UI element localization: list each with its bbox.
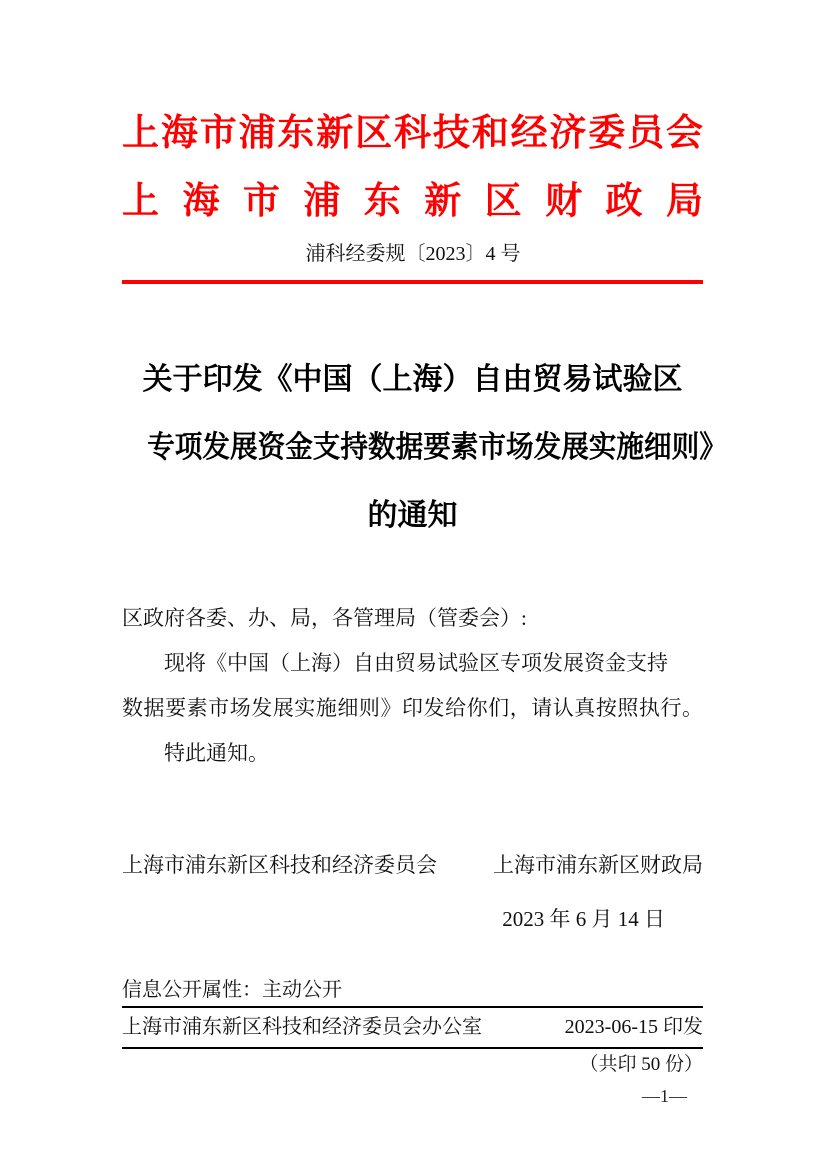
notice-title-line-3: 的通知 <box>367 499 458 532</box>
print-copies: （共印 50 份） <box>579 1054 703 1075</box>
body-paragraph-line-2: 数据要素市场发展实施细则》印发给你们，请认真按照执行。 <box>122 696 703 720</box>
signer-left: 上海市浦东新区科技和经济委员会 <box>122 853 437 877</box>
issue-date: 2023 年 6 月 14 日 <box>502 907 665 931</box>
notice-title-line-2-text: 专项发展资金支持数据要素市场发展实施细则》 <box>147 431 727 464</box>
notice-title-line-2 <box>122 414 727 482</box>
document-number: 浦科经委规〔2023〕4 号 <box>305 243 521 265</box>
issuing-office-row <box>122 1008 703 1049</box>
closing-line: 特此通知。 <box>164 741 269 765</box>
agency-name-line-2: 上海市浦东新区财政局 <box>122 181 703 222</box>
signer-right: 上海市浦东新区财政局 <box>493 853 703 877</box>
notice-title-line-1: 关于印发《中国（上海）自由贸易试验区 <box>142 363 683 396</box>
publicity-attribute: 信息公开属性：主动公开 <box>122 977 703 1008</box>
letterhead <box>122 112 703 224</box>
document-footer <box>122 977 703 1107</box>
body-paragraph-line-1: 现将《中国（上海）自由贸易试验区专项发展资金支持 <box>164 651 668 675</box>
salutation: 区政府各委、办、局，各管理局（管委会）: <box>122 606 527 630</box>
notice-body <box>122 596 703 776</box>
page-number: —1— <box>642 1086 687 1106</box>
notice-title <box>122 346 727 550</box>
signature-row <box>122 849 703 881</box>
print-date: 2023-06-15 印发 <box>564 1016 703 1038</box>
issuing-office: 上海市浦东新区科技和经济委员会办公室 <box>122 1016 482 1038</box>
red-divider-rule <box>122 280 703 284</box>
agency-name-line-1: 上海市浦东新区科技和经济委员会 <box>122 113 703 154</box>
